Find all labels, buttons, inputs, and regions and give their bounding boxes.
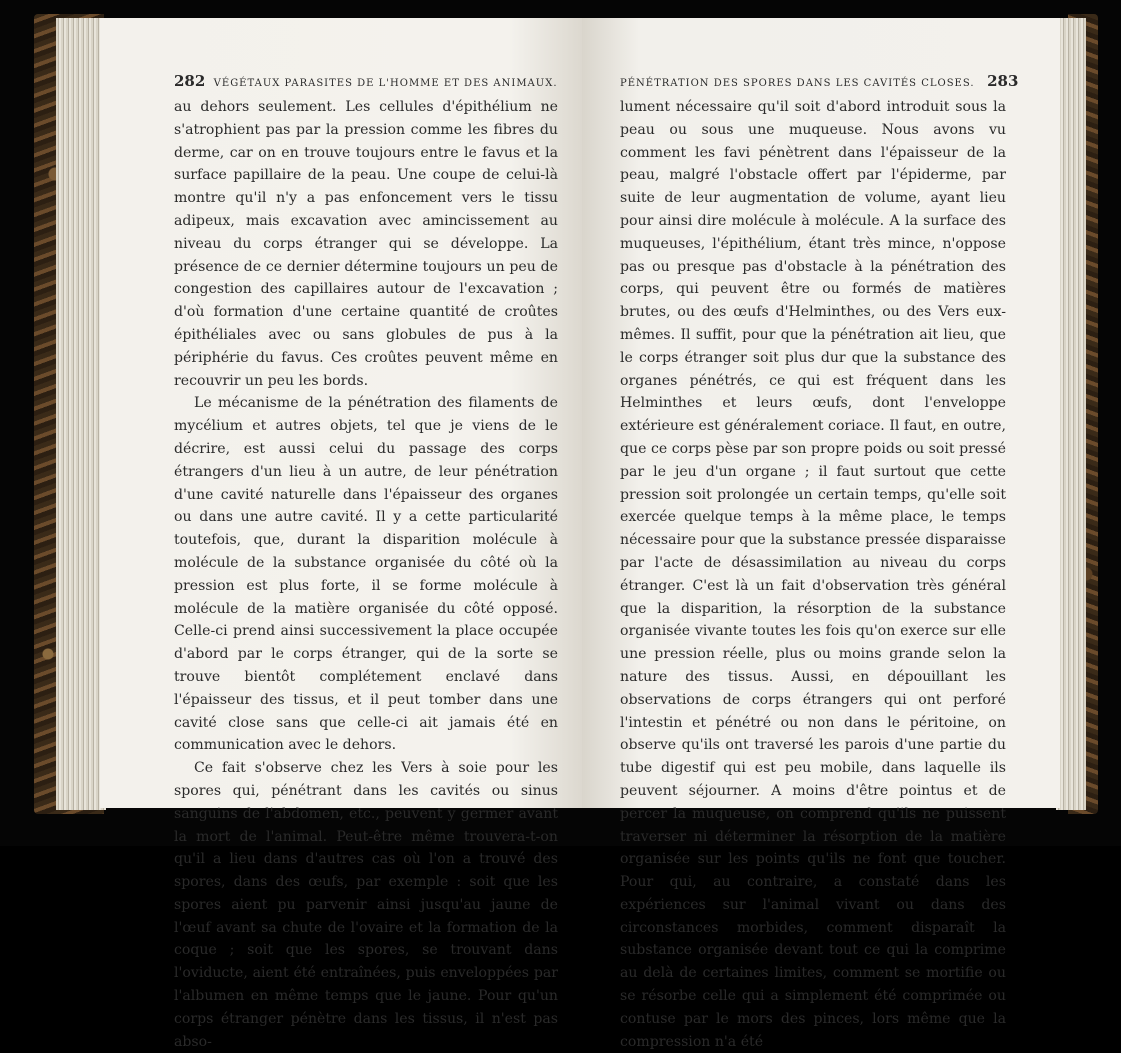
left-page-header [174,72,558,90]
paragraph: Le mécanisme de la pénétration des filaments de mycélium et autres objets, tel que je viens de le décrire, est aussi celui du passage des corps étrangers d'un lieu à un autre, de leur pénétration d'une cavité naturelle dans l'épaisseur des organes ou dans une autre cavité. Il y a cette particularité toutefois, que, durant la disparition molécule à molécule de la substance organisée du côté où la pression est plus forte, il se forme molécule à molécule de la matière organisée du côté opposé. Celle-ci prend ainsi successivement la place occupée d'abord par le corps étranger, qui de la sorte se trouve bientôt complétement enclavé dans l'épaisseur des tissus, et il peut tomber dans une cavité close sans que celle-ci ait jamais été en communication avec le dehors. [174,395,558,754]
page-edges-right [1056,18,1086,810]
paragraph: lument nécessaire qu'il soit d'abord introduit sous la peau ou sous une muqueuse. Nous avons vu comment les favi pénètrent dans l'épaisseur de la peau, malgré l'obstacle offert par l'épiderme, par suite de leur augmentation de volume, ayant lieu pour ainsi dire molécule à molécule. A la surface des muqueuses, l'épithélium, étant très mince, n'oppose pas ou presque pas d'obstacle à la pénétration des corps, qui peuvent être ou formés de matières brutes, ou des œufs d'Helminthes, ou des Vers eux-mêmes. Il suffit, pour que la pénétration ait lieu, que le corps étranger soit plus dur que la substance des organes pénétrés, ce qui est fréquent dans les Helminthes et leurs œufs, dont l'enveloppe extérieure est généralement coriace. Il faut, en outre, que ce corps pèse par son propre poids ou soit pressé par le jeu d'un organe ; il faut surtout que cette pression soit prolongée un certain temps, qu'elle soit exercée quelque temps à la même place, le temps nécessaire pour que la substance pressée disparaisse par l'acte de désassimilation au niveau du corps étranger. C'est là un fait d'observation très général que la disparition, la résorption de la substance organisée vivante toutes les fois qu'on exerce sur elle une pression réelle, plus ou moins grande selon la nature des tissus. Aussi, en dépouillant les observations de corps étrangers qui ont perforé l'intestin et pénétré ou non dans le péritoine, on observe qu'ils ont traversé les parois d'une partie du tube digestif qui est peu mobile, dans laquelle ils peuvent séjourner. A moins d'être pointus et de percer la muqueuse, on comprend qu'ils ne puissent traverser ni déterminer la résorption de la matière organisée sur les points qu'ils ne font que toucher. Pour qui, au contraire, a constaté dans les expériences sur l'animal vivant ou dans des circonstances morbides, comment disparaît la substance organisée devant tout ce qui la comprime au delà de certaines limites, comment se mortifie ou se résorbe celle qui a simplement été comprimée ou contuse par le mors des pinces, lors même que la compression n'a été [620,99,1006,1050]
paragraph: au dehors seulement. Les cellules d'épithélium ne s'atrophient pas par la pression comme les fibres du derme, car on en trouve toujours entre le favus et la surface papillaire de la peau. Une coupe de celui-là montre qu'il n'y a pas enfoncement vers le tissu adipeux, mais excavation avec amincissement au niveau du corps étranger qui se développe. La présence de ce dernier détermine toujours un peu de congestion des capillaires autour de l'excavation ; d'où formation d'une certaine quantité de croûtes épithéliales avec ou sans globules de pus à la périphérie du favus. Ces croûtes peuvent même en recouvrir un peu les bords. [174,99,558,389]
left-page [100,18,582,1050]
page-edges-left [56,18,106,810]
left-page-body [174,96,558,1053]
right-page [582,18,1060,1050]
page-number: 282 [174,72,206,90]
right-page-body [620,96,1006,1053]
page-number: 283 [987,72,1019,90]
paragraph: Ce fait s'observe chez les Vers à soie pour les spores qui, pénétrant dans les cavités ou sinus sanguins de l'abdomen, etc., peuvent y germer avant la mort de l'animal. Peut-être même trouvera-t-on qu'il a lieu dans d'autres cas où l'on a trouvé des spores, dans des œufs, par exemple : soit que les spores aient pu parvenir ainsi jusqu'au jaune de l'œuf avant sa chute de l'ovaire et la formation de la coque ; soit que les spores, se trouvant dans l'oviducte, aient été entraînées, puis enveloppées par l'albumen en même temps que le jaune. Pour qu'un corps étranger pénètre dans les tissus, il n'est pas abso- [174,760,558,1050]
running-head: PÉNÉTRATION DES SPORES DANS LES CAVITÉS CLOSES. [620,78,975,89]
right-page-header [620,72,1018,90]
running-head: VÉGÉTAUX PARASITES DE L'HOMME ET DES ANIMAUX. [213,78,558,89]
